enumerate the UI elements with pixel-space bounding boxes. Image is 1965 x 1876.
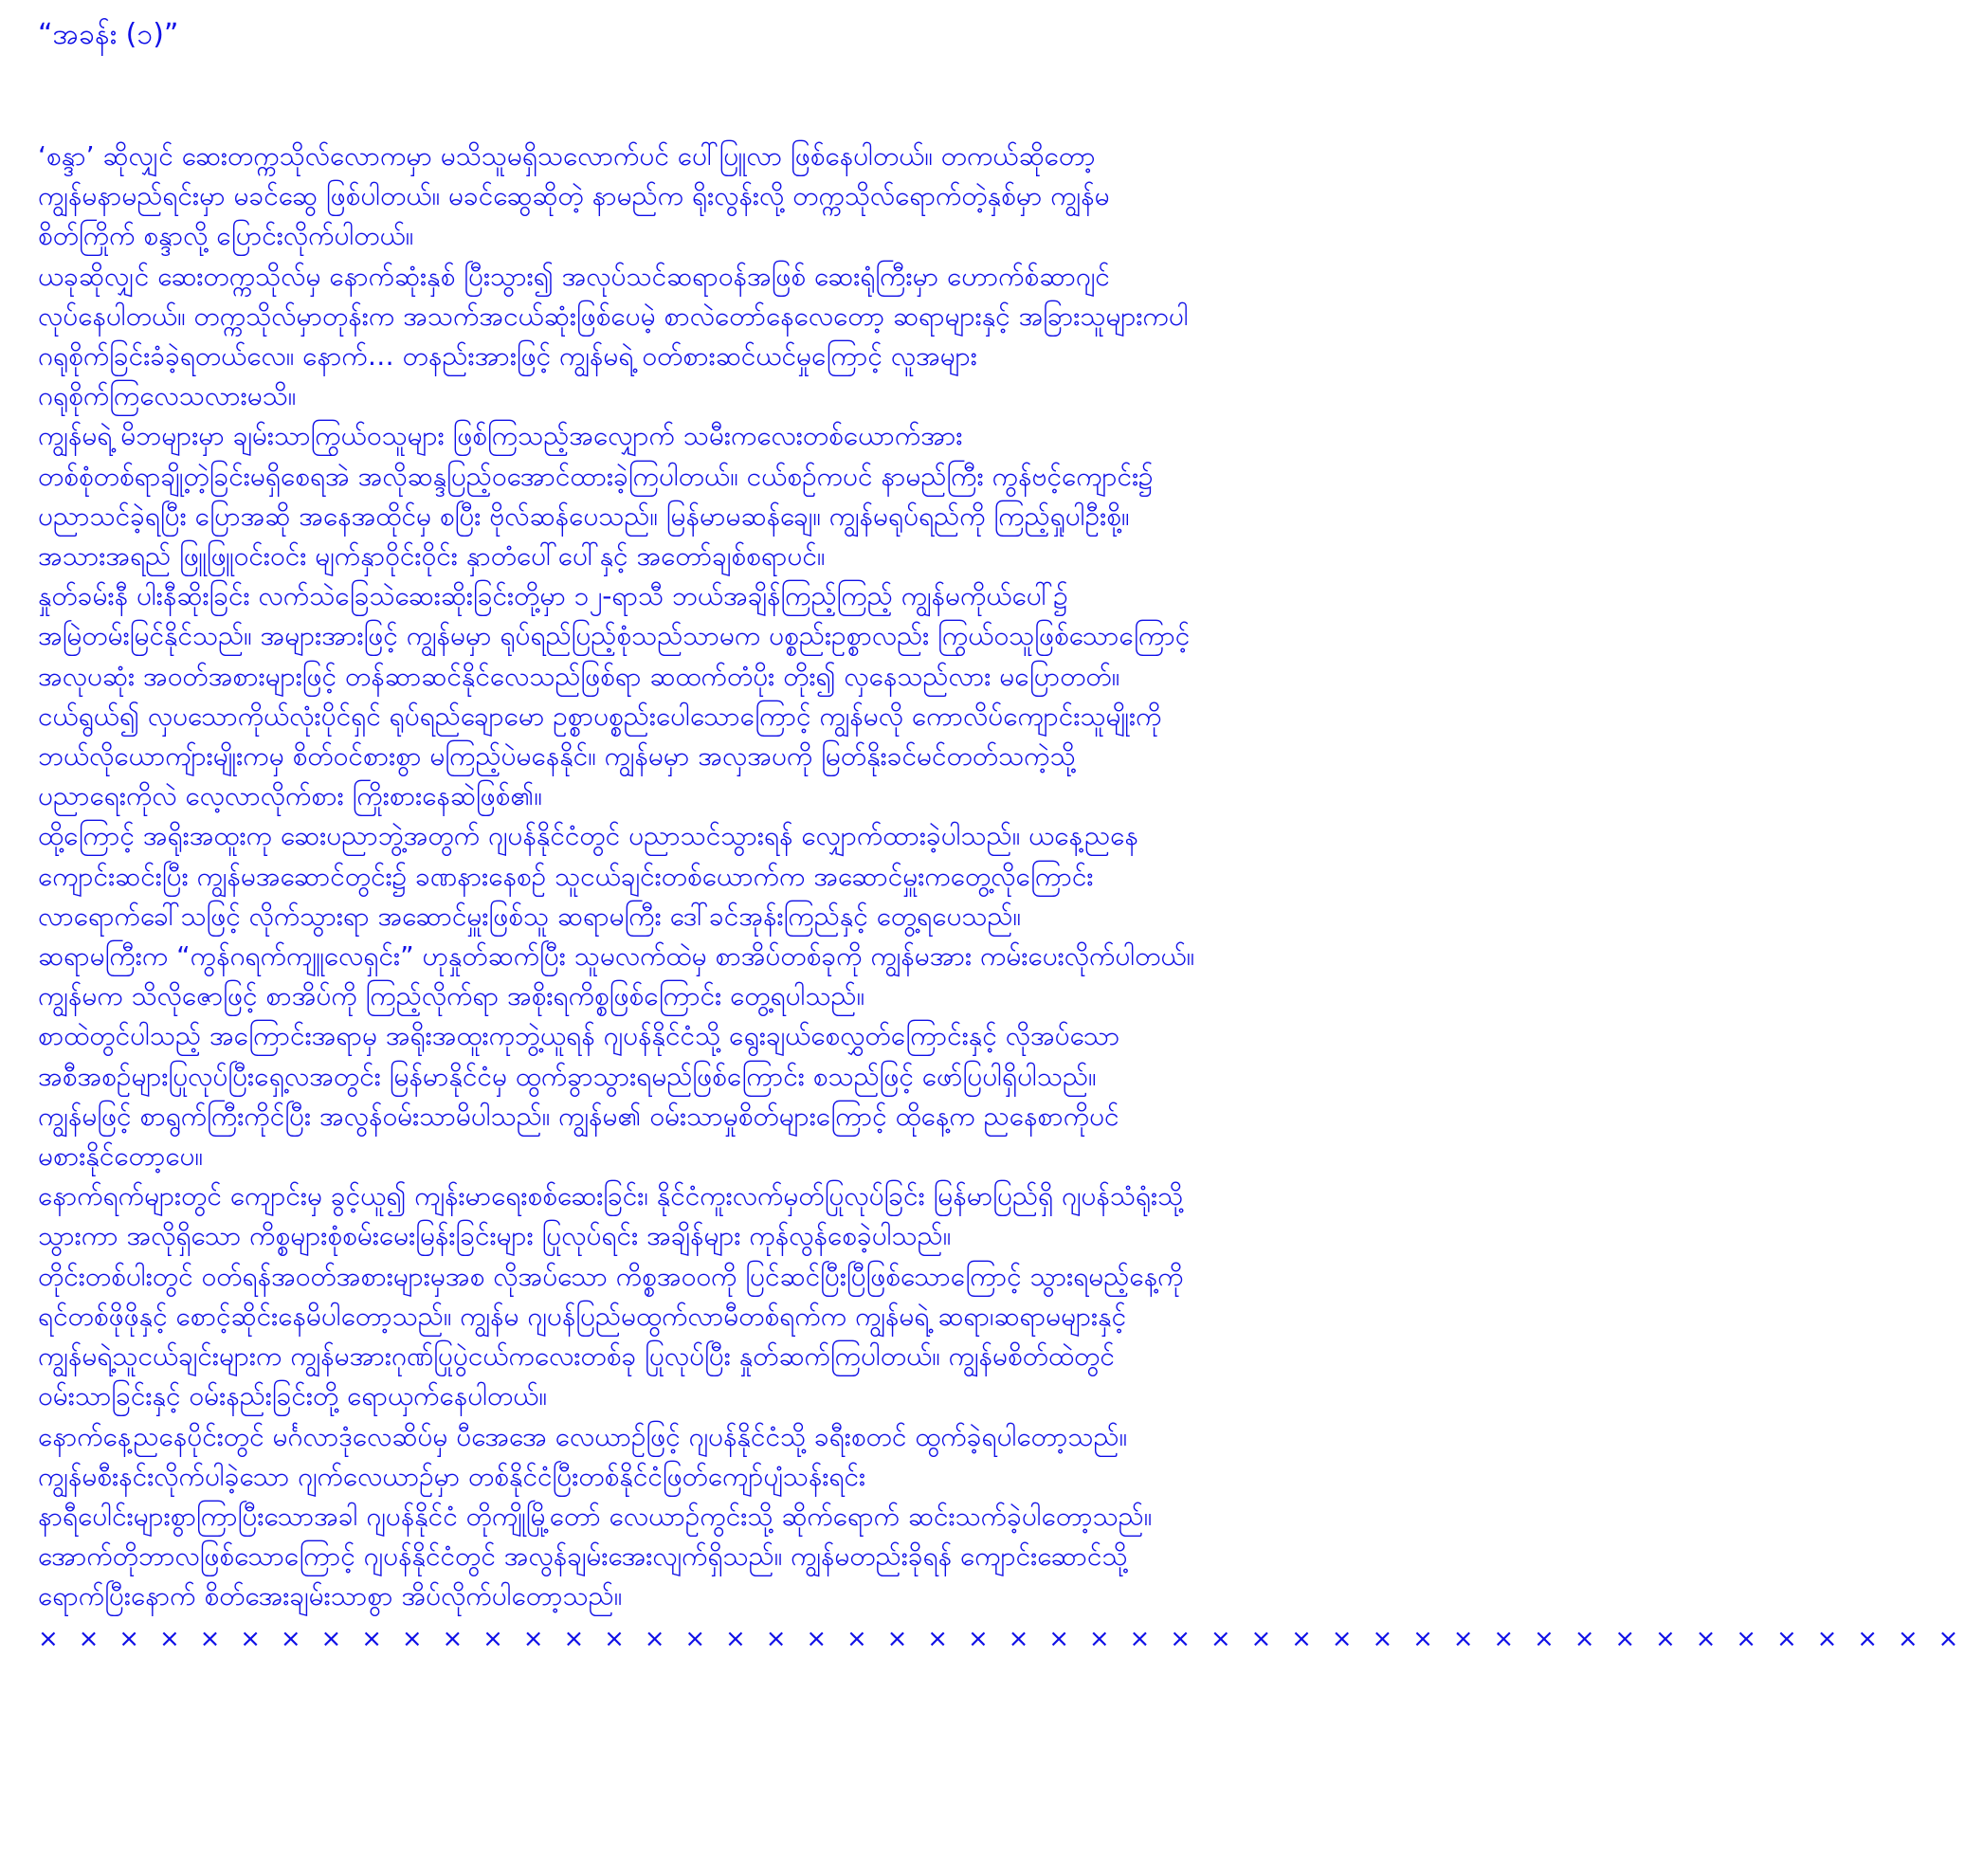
text-line: ယခုဆိုလျှင် ဆေးတက္ကသိုလ်မှ နောက်ဆုံးနှစ် ပြီးသွား၍ အလုပ်သင်ဆရာဝန်အဖြစ် ဆေးရုံကြီးမှာ ဟောက်စ်ဆာဂျင် [38, 260, 1110, 292]
text-line: ပညာရေးကိုလဲ လေ့လာလိုက်စား ကြိုးစားနေဆဲဖြစ်၏။ [38, 780, 542, 812]
text-line: ဆရာမကြီးက “ကွန်ဂရက်ကျူလေရှင်း” ဟုနှုတ်ဆက်ပြီး သူမလက်ထဲမှ စာအိပ်တစ်ခုကို ကျွန်မအား ကမ်းပေးလိုက်ပါတယ်။ [38, 940, 1195, 973]
body-text [38, 137, 1517, 1617]
text-line: အမြဲတမ်းမြင်နိုင်သည်။ အများအားဖြင့် ကျွန်မမှာ ရုပ်ရည်ပြည့်စုံသည်သာမက ပစ္စည်းဥစ္စာလည်း ကြွယ်ဝသူဖြစ်သောကြောင့် [38, 620, 1191, 652]
text-line: သွားကာ အလိုရှိသော ကိစ္စများစုံစမ်းမေးမြန်းခြင်းများ ပြုလုပ်ရင်း အချိန်များ ကုန်လွန်စေခဲ့ပါသည်။ [38, 1220, 952, 1252]
text-line: ဂရုစိုက်ကြလေသလားမသိ။ [38, 380, 297, 412]
text-line: အစီအစဉ်များပြုလုပ်ပြီးရှေ့လအတွင်း မြန်မာနိုင်ငံမှ ထွက်ခွာသွားရမည်ဖြစ်ကြောင်း စသည်ဖြင့် ဖော်ပြပါရှိပါသည်။ [38, 1060, 1097, 1092]
text-line: ကျွန်မရဲ့သူငယ်ချင်းများက ကျွန်မအားဂုဏ်ပြုပွဲငယ်ကလေးတစ်ခု ပြုလုပ်ပြီး နှုတ်ဆက်ကြပါတယ်။ ကျွန်မစိတ်ထဲတွင် [38, 1340, 1115, 1373]
text-line: ကျောင်းဆင်းပြီး ကျွန်မအဆောင်တွင်း၌ ခဏနားနေစဉ် သူငယ်ချင်းတစ်ယောက်က အဆောင်မှူးကတွေ့လိုကြောင်း [38, 860, 1094, 892]
text-line: နောက်နေ့ညနေပိုင်းတွင် မင်္ဂလာဒုံလေဆိပ်မှ ပီအေအေ လေယာဉ်ဖြင့် ဂျပန်နိုင်ငံသို့ ခရီးစတင် ထွက်ခဲ့ရပါတော့သည်။ [38, 1420, 1128, 1452]
text-line: မစားနိုင်တော့ပေ။ [38, 1140, 203, 1173]
text-line: အလုပဆုံး အဝတ်အစားများဖြင့် တန်ဆာဆင်နိုင်လေသည်ဖြစ်ရာ ဆထက်တံပိုး တိုး၍ လှနေသည်လား မပြောတတ်။ [38, 660, 1120, 692]
text-line: ကျွန်မစီးနင်းလိုက်ပါခဲ့သော ဂျက်လေယာဉ်မှာ တစ်နိုင်ငံပြီးတစ်နိုင်ငံဖြတ်ကျော်ပျံသန်းရင်း [38, 1460, 866, 1492]
text-line: စာထဲတွင်ပါသည့် အကြောင်းအရာမှ အရိုးအထူးကုဘွဲ့ယူရန် ဂျပန်နိုင်ငံသို့ ရွေးချယ်စေလွှတ်ကြောင်းနှင့် လိုအပ်သော [38, 1020, 1120, 1052]
text-line: ဝမ်းသာခြင်းနှင့် ဝမ်းနည်းခြင်းတို့ ရောယှက်နေပါတယ်။ [38, 1380, 547, 1412]
text-line: လာရောက်ခေါ်သဖြင့် လိုက်သွားရာ အဆောင်မှူးဖြစ်သူ ဆရာမကြီး ဒေါ်ခင်အုန်းကြည်နှင့် တွေ့ရပေသည်။ [38, 900, 1022, 932]
text-line: အသားအရည် ဖြူဖြူဝင်းဝင်း မျက်နှာဝိုင်းဝိုင်း နှာတံပေါ်ပေါ်နှင့် အတော်ချစ်စရာပင်။ [38, 540, 826, 573]
text-line: အောက်တိုဘာလဖြစ်သောကြောင့် ဂျပန်နိုင်ငံတွင် အလွန်ချမ်းအေးလျက်ရှိသည်။ ကျွန်မတည်းခိုရန် ကျောင်းဆောင်သို့ [38, 1540, 1128, 1573]
text-line: ကျွန်မရဲ့ မိဘများမှာ ချမ်းသာကြွယ်ဝသူများ ဖြစ်ကြသည့်အလျှောက် သမီးကလေးတစ်ယောက်အား [38, 420, 963, 452]
text-line: လုပ်နေပါတယ်။ တက္ကသိုလ်မှာတုန်းက အသက်အငယ်ဆုံးဖြစ်ပေမဲ့ စာလဲတော်နေလေတော့ ဆရာများနှင့် အခြားသူများကပါ [38, 300, 1189, 332]
text-line: နောက်ရက်များတွင် ကျောင်းမှ ခွင့်ယူ၍ ကျန်းမာရေးစစ်ဆေးခြင်း၊ နိုင်ငံကူးလက်မှတ်ပြုလုပ်ခြင်း မြန်မာပြည်ရှိ ဂျပန်သံရုံးသို့ [38, 1180, 1184, 1212]
section-separator: × × × × × × × × × × × × × × × × × × × × × × × × × × × × × × × × × × × × × × × × × × × × × × × × [38, 1624, 1965, 1653]
text-line: ရောက်ပြီးနောက် စိတ်အေးချမ်းသာစွာ အိပ်လိုက်ပါတော့သည်။ [38, 1580, 623, 1612]
text-line: ကျွန်မနာမည်ရင်းမှာ မခင်ဆွေ ဖြစ်ပါတယ်။ မခင်ဆွေဆိုတဲ့ နာမည်က ရိုးလွန်းလို့ တက္ကသိုလ်ရောက်တဲ့နှစ်မှာ ကျွန်မ [38, 180, 1110, 212]
text-line: ဂရုစိုက်ခြင်းခံခဲ့ရတယ်လေ။ နောက်… တနည်းအားဖြင့် ကျွန်မရဲ့ ဝတ်စားဆင်ယင်မှုကြောင့် လူအများ [38, 340, 977, 373]
text-line: နှုတ်ခမ်းနီ ပါးနီဆိုးခြင်း လက်သဲခြေသဲဆေးဆိုးခြင်းတို့မှာ ၁၂-ရာသီ ဘယ်အချိန်ကြည့်ကြည့် ကျွန်မကိုယ်ပေါ်၌ [38, 580, 1068, 612]
text-line: ဘယ်လိုယောကျ်ားမျိုးကမှ စိတ်ဝင်စားစွာ မကြည့်ပဲမနေနိုင်။ ကျွန်မမှာ အလှအပကို မြတ်နိုးခင်မင်တတ်သကဲ့သို့ [38, 740, 1076, 773]
text-line: နာရီပေါင်းများစွာကြာပြီးသောအခါ ဂျပန်နိုင်ငံ တိုကျိုမြို့တော် လေယာဉ်ကွင်းသို့ ဆိုက်ရောက် ဆင်းသက်ခဲ့ပါတော့သည်။ [38, 1500, 1153, 1532]
text-line: ရင်တစ်ဖိုဖိုနှင့် စောင့်ဆိုင်းနေမိပါတော့သည်။ ကျွန်မ ဂျပန်ပြည်မထွက်လာမီတစ်ရက်က ကျွန်မရဲ့ ဆရာ၊ဆရာမများနှင့် [38, 1300, 1127, 1332]
text-line: တစ်စုံတစ်ရာချို့တဲ့ခြင်းမရှိစေရအဲ အလိုဆန္ဒပြည့်ဝအောင်ထားခဲ့ကြပါတယ်။ ငယ်စဉ်ကပင် နာမည်ကြီး ကွန်ဗင့်ကျောင်း၌ [38, 460, 1154, 492]
text-line: စိတ်ကြိုက် စန္ဒာလို့ ပြောင်းလိုက်ပါတယ်။ [38, 220, 414, 252]
document-page [38, 13, 1965, 1659]
text-line: ကျွန်မက သိလိုဇောဖြင့် စာအိပ်ကို ကြည့်လိုက်ရာ အစိုးရကိစ္စဖြစ်ကြောင်း တွေ့ရပါသည်။ [38, 980, 865, 1012]
text-line: တိုင်းတစ်ပါးတွင် ဝတ်ရန်အဝတ်အစားများမှအစ လိုအပ်သော ကိစ္စအဝဝကို ပြင်ဆင်ပြီးပြီဖြစ်သောကြောင့် သွားရမည့်နေ့ကို [38, 1260, 1184, 1292]
text-line: ‘စန္ဒာ’ ဆိုလျှင် ဆေးတက္ကသိုလ်လောကမှာ မသိသူမရှိသလောက်ပင် ပေါ်ပြူလာ ဖြစ်နေပါတယ်။ တကယ်ဆိုတော့ [38, 140, 1096, 172]
text-line: ထို့ကြောင့် အရိုးအထူးကု ဆေးပညာဘွဲ့အတွက် ဂျပန်နိုင်ငံတွင် ပညာသင်သွားရန် လျှောက်ထားခဲ့ပါသည်။ ယနေ့ညနေ [38, 820, 1138, 852]
text-line: ကျွန်မဖြင့် စာရွက်ကြီးကိုင်ပြီး အလွန်ဝမ်းသာမိပါသည်။ ကျွန်မ၏ ဝမ်းသာမှုစိတ်များကြောင့် ထိုနေ့က ညနေစာကိုပင် [38, 1100, 1119, 1132]
text-line: ငယ်ရွယ်၍ လှပသောကိုယ်လုံးပိုင်ရှင် ရုပ်ရည်ချောမော ဥစ္စာပစ္စည်းပေါသောကြောင့် ကျွန်မလို ကောလိပ်ကျောင်းသူမျိုးကို [38, 700, 1162, 732]
chapter-title: “အခန်း (၁)” [38, 18, 179, 51]
text-line: ပညာသင်ခဲ့ရပြီး ပြောအဆို အနေအထိုင်မှ စပြီး ဗိုလ်ဆန်ပေသည်။ မြန်မာမဆန်ချေ။ ကျွန်မရုပ်ရည်ကို ကြည့်ရှုပါဦးစို့။ [38, 500, 1130, 532]
